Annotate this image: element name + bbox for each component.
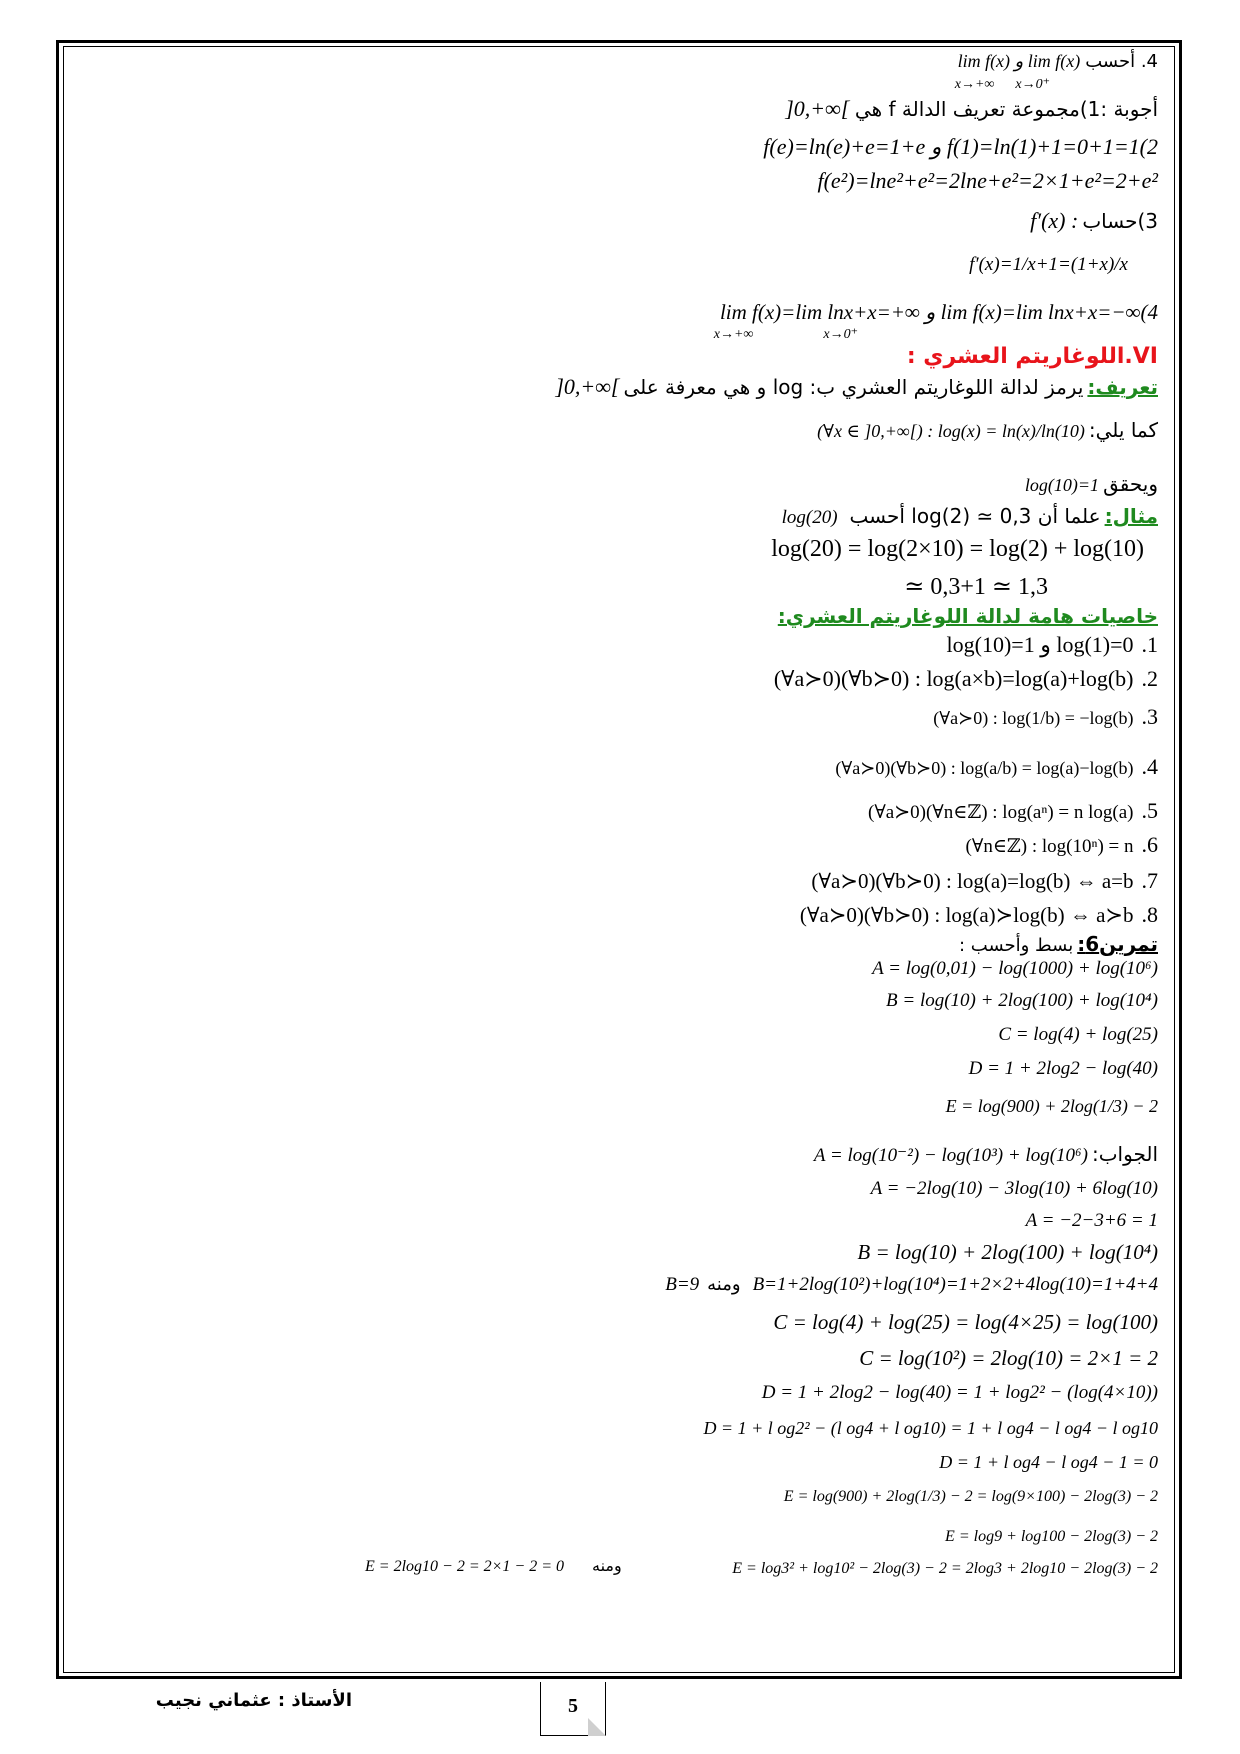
property-7: (∀a≻0)(∀b≻0) : log(a)=log(b) ⇔ a=b .7 (811, 868, 1158, 893)
property-5: (∀a≻0)(∀n∈ℤ) : log(aⁿ) = n log(a) .5 (868, 798, 1158, 823)
answer-2-line: f(e)=ln(e)+e=1+e و f(1)=ln(1)+1=0+1=1(2 (763, 134, 1158, 159)
math-subscript: x→+∞ x→0⁺ (713, 327, 858, 342)
arabic-text: 4. أحسب (1085, 51, 1158, 72)
example-result: ≃ 0,3+1 ≃ 1,3 (904, 574, 1048, 600)
example-calc: log(20) = log(2×10) = log(2) + log(10) (771, 536, 1144, 562)
answer-4-line: lim f(x)=lim lnx+x=+∞ و lim f(x)=lim lnx+x=−∞(4 (719, 300, 1158, 324)
answer-3-line: f′(x) : 3)حساب (1030, 208, 1158, 233)
answer-E1: E = log(900) + 2log(1/3) − 2 = log(9×100) − 2log(3) − 2 (783, 1488, 1158, 1505)
property-1: log(10)=1 و log(1)=0 .1 (946, 632, 1158, 657)
exercise-E: E = log(900) + 2log(1/3) − 2 (945, 1096, 1158, 1116)
result-E: E = 2log10 − 2 = 2×1 − 2 = 0 (365, 1558, 564, 1575)
answer-E-final: E = 2log10 − 2 = 2×1 − 2 = 0 ومنه (365, 1556, 622, 1575)
answer-C2: C = log(10²) = 2log(10) = 2×1 = 2 (859, 1346, 1158, 1370)
page-content (80, 48, 1158, 1668)
answer-A3: A = −2−3+6 = 1 (1025, 1210, 1158, 1231)
answer-B1: B = log(10) + 2log(100) + log(10⁴) (857, 1240, 1158, 1264)
exercise-A: A = log(0,01) − log(1000) + log(10⁶) (872, 958, 1158, 979)
math-subscript: x→+∞ x→0⁺ (954, 77, 1050, 92)
answer-D1: D = 1 + 2log2 − log(40) = 1 + log2² − (log(4×10)) (761, 1382, 1158, 1403)
answer-D3: D = 1 + l og4 − l og4 − 1 = 0 (939, 1452, 1158, 1472)
derivative-line: f′(x)=1/x+1=(1+x)/x (969, 254, 1128, 275)
definition-formula: (∀x ∈ ]0,+∞[) : log(x) = ln(x)/ln(10) كما يلي: (817, 418, 1158, 442)
answer-D2: D = 1 + l og2² − (l og4 + l og10) = 1 + l og4 − l og4 − l og10 (703, 1418, 1158, 1438)
answer-A1: A = log(10⁻²) − log(10³) + log(10⁶) الجواب: (813, 1142, 1158, 1166)
page-fold-icon (588, 1718, 606, 1736)
definition-line: ]0,+∞[ يرمز لدالة اللوغاريتم العشري ب: log و هي معرفة على تعريف: (555, 374, 1158, 399)
answer-E3: E = log3² + log10² − 2log(3) − 2 = 2log3 + 2log10 − 2log(3) − 2 (732, 1560, 1158, 1577)
answer-2b-line: f(e²)=lne²+e²=2lne+e²=2×1+e²=2+e² (817, 168, 1158, 193)
property-4: (∀a≻0)(∀b≻0) : log(a/b) = log(a)−log(b) .4 (835, 754, 1158, 779)
answer-1-line (785, 96, 1158, 122)
property-8: (∀a≻0)(∀b≻0) : log(a)≻log(b) ⇔ a≻b .8 (799, 902, 1158, 927)
result-B: B=9 (665, 1274, 700, 1295)
answer-B2: B=9 ومنه B=1+2log(10²)+log(10⁴)=1+2×2+4log(10)=1+4+4 (665, 1274, 1158, 1295)
property-2: (∀a≻0)(∀b≻0) : log(a×b)=log(a)+log(b) .2 (773, 666, 1158, 691)
question-4-line (958, 50, 1158, 73)
section-heading: VI.اللوغاريتم العشري : (906, 344, 1158, 369)
example-line: log(20) علما أن log(2) ≃ 0,3 أحسب مثال: (781, 504, 1158, 528)
property-6: (∀n∈ℤ) : log(10ⁿ) = n .6 (965, 832, 1158, 857)
exercise-C: C = log(4) + log(25) (998, 1024, 1158, 1045)
author-name: الأستاذ : عثماني نجيب (155, 1690, 352, 1711)
definition-property: log(10)=1 ويحقق (1024, 472, 1158, 496)
property-3: (∀a≻0) : log(1/b) = −log(b) .3 (933, 704, 1158, 729)
answer-E2: E = log9 + log100 − 2log(3) − 2 (945, 1528, 1158, 1545)
page-number: 5 (540, 1682, 606, 1736)
math-expr: lim f(x) و lim f(x) (957, 51, 1081, 71)
answer-A2: A = −2log(10) − 3log(10) + 6log(10) (870, 1178, 1158, 1199)
example-label: مثال: (1104, 504, 1158, 528)
domain-interval: ]0,+∞[ (785, 96, 850, 121)
exercise-B: B = log(10) + 2log(100) + log(10⁴) (886, 990, 1158, 1011)
answer-C1: C = log(4) + log(25) = log(4×25) = log(100) (773, 1310, 1158, 1334)
definition-label: تعريف: (1087, 375, 1158, 399)
exercise-D: D = 1 + 2log2 − log(40) (968, 1058, 1158, 1079)
arabic-text: أجوبة :1)مجموعة تعريف الدالة f هي (854, 97, 1158, 121)
exercise-6-title: بسط وأحسب : تمرين6: (958, 932, 1158, 956)
exercise-label: تمرين6: (1077, 932, 1158, 956)
properties-heading: خاصيات هامة لدالة اللوغاريتم العشري: (777, 604, 1158, 628)
